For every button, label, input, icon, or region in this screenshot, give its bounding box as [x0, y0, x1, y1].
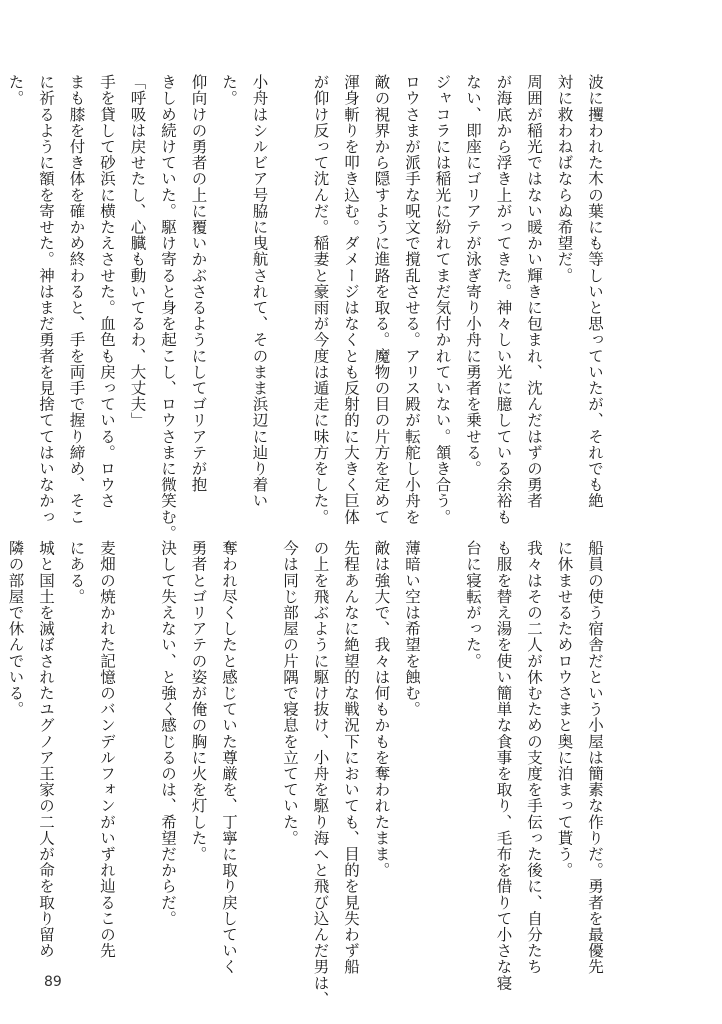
text-line: 船員の使う宿舎だという小屋は簡素な作りだ。勇者を最優先	[586, 540, 604, 975]
text-line	[244, 540, 275, 970]
text-line: 隣の部屋で休んでいる。	[6, 540, 25, 718]
text-line: 仰向けの勇者の上に覆いかぶさるようにしてゴリアテが抱	[189, 74, 208, 493]
text-line: に休ませるためロウさまと奥に泊まって貰う。	[555, 540, 574, 879]
text-line: 奪われ尽くしたと感じていた尊厳を、丁寧に取り戻していく	[220, 540, 238, 975]
text-line: 敵は強大で、我々は何もかもを奪われたまま。	[372, 540, 391, 879]
text-line: ロウさまが派手な呪文で撹乱させる。アリス殿が転舵し小舟を	[403, 74, 421, 525]
text-line: た。	[6, 74, 25, 107]
text-line: ない、即座にゴリアテが泳ぎ寄り小舟に勇者を乗せる。	[464, 74, 482, 477]
text-line: 薄暗い空は希望を蝕む。	[403, 540, 421, 718]
text-line: 敵の視界から隠すように進路を取る。魔物の目の片方を定めて	[372, 74, 391, 525]
text-line: 先程あんなに絶望的な戦況下においても、目的を見失わず船	[342, 540, 360, 975]
text-line: ジャコラには稲光に紛れてまだ気付かれていない。頷き合う。	[433, 74, 452, 525]
text-line: 「呼吸は戻せたし、心臓も動いてるわ、大丈夫」	[128, 74, 147, 429]
text-line: た。	[220, 74, 238, 107]
text-line: 城と国土を滅ぼされたユグノア王家の二人が命を取り留め	[37, 540, 55, 959]
text-line: も服を替え湯を使い簡単な食事を取り、毛布を借りて小さな寝	[494, 540, 513, 991]
text-line: の上を飛ぶように駆け抜け、小舟を駆り海へと飛び込んだ男は、	[311, 540, 330, 1007]
text-line: 手を貸して砂浜に横たえさせた。血色も戻っている。ロウさ	[98, 74, 116, 509]
text-line: 対に救わねばならぬ希望だ。	[555, 74, 574, 284]
upper-text-block	[0, 74, 610, 541]
text-line: 我々はその二人が休むための支度を手伝った後に、自分たち	[525, 540, 543, 975]
text-line: が仰け反って沈んだ。稲妻と豪雨が今度は遁走に味方をした。	[311, 74, 330, 525]
text-line	[275, 74, 306, 514]
page-number: 89	[44, 974, 62, 990]
text-line: に祈るように額を寄せた。神はまだ勇者を見捨ててはいなかっ	[37, 74, 55, 525]
text-line: 小舟はシルビア号脇に曳航されて、そのまま浜辺に辿り着い	[250, 74, 269, 509]
text-line: 波に攫われた木の葉にも等しいと思っていたが、それでも絶	[586, 74, 604, 509]
text-line: にある。	[67, 540, 86, 605]
text-line: まも膝を付き体を確かめ終わると、手を両手で握り締め、そこ	[67, 74, 86, 525]
text-line: 台に寝転がった。	[464, 540, 482, 669]
text-line	[427, 540, 458, 970]
text-line	[122, 540, 153, 970]
text-line: 決して失えない、と強く感じるのは、希望だからだ。	[159, 540, 177, 927]
text-line: 周囲が稲光ではない暖かい輝きに包まれ、沈んだはずの勇者	[525, 74, 543, 509]
text-line: 渾身斬りを叩き込む。ダメージはなくとも反射的に大きく巨体	[342, 74, 360, 525]
text-line: きしめ続けていた。駆け寄ると身を起こし、ロウさまに微笑む。	[159, 74, 177, 541]
text-line: が海底から浮き上がってきた。神々しい光に臆している余裕も	[494, 74, 513, 525]
text-line: 麦畑の焼かれた記憶のバンデルフォンがいずれ辿るこの先	[98, 540, 116, 959]
text-line: 勇者とゴリアテの姿が俺の胸に火を灯した。	[189, 540, 208, 862]
text-line: 今は同じ部屋の片隅で寝息を立てていた。	[281, 540, 299, 846]
